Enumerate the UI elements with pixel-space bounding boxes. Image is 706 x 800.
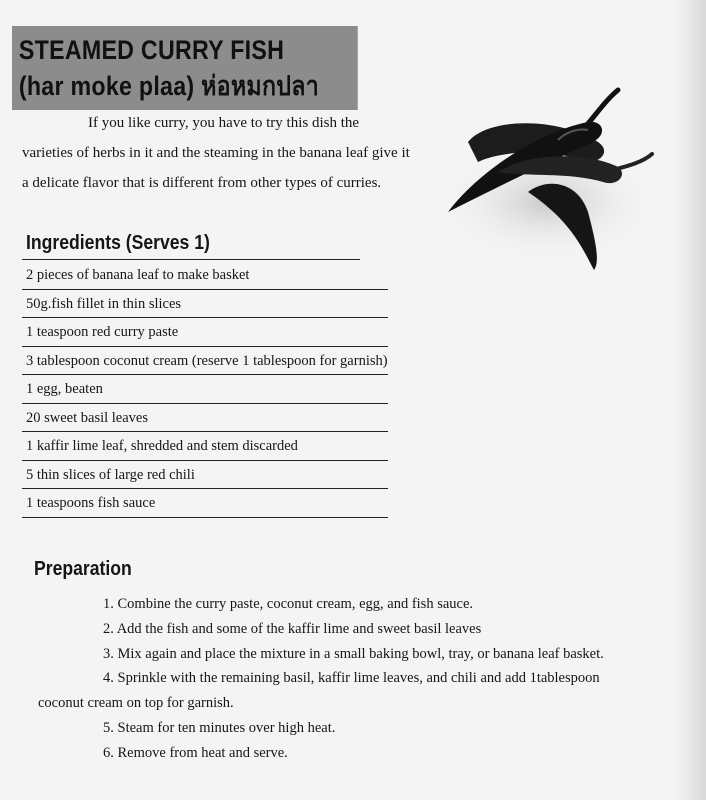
preparation-step: 2. Add the fish and some of the kaffir lime and sweet basil leaves (103, 620, 482, 637)
intro-line: varieties of herbs in it and the steaming in the banana leaf give it (22, 145, 410, 161)
ingredient-item: 20 sweet basil leaves (22, 404, 388, 433)
ingredients-list (22, 261, 388, 518)
ingredient-item: 1 kaffir lime leaf, shredded and stem discarded (22, 432, 388, 461)
title-line-2: (har moke plaa) ห่อหมกปลา (18, 71, 320, 101)
preparation-step: 4. Sprinkle with the remaining basil, kaffir lime leaves, and chili and add 1tablespoon (103, 670, 600, 687)
intro-line: a delicate flavor that is different from other types of curries. (22, 175, 382, 191)
preparation-step: 1. Combine the curry paste, coconut cream, egg, and fish sauce. (103, 596, 474, 612)
ingredients-rule (22, 259, 360, 260)
ingredients-heading: Ingredients (Serves 1) (26, 232, 210, 254)
ingredient-item: 1 teaspoons fish sauce (22, 489, 388, 518)
ingredient-item: 3 tablespoon coconut cream (reserve 1 tablespoon for garnish) (22, 347, 388, 376)
preparation-step: 6. Remove from heat and serve. (103, 744, 288, 761)
ingredient-item: 1 teaspoon red curry paste (22, 318, 388, 347)
ingredient-item: 5 thin slices of large red chili (22, 461, 388, 490)
preparation-heading: Preparation (34, 558, 132, 580)
intro-paragraph (22, 108, 422, 198)
preparation-step: 5. Steam for ten minutes over high heat. (103, 719, 336, 736)
intro-line: If you like curry, you have to try this dish the (88, 115, 360, 131)
title-banner (12, 26, 358, 110)
ingredient-item: 50g.fish fillet in thin slices (22, 290, 388, 319)
title-line-1: STEAMED CURRY FISH (18, 35, 285, 65)
chili-peppers-photo (438, 82, 662, 282)
preparation-steps (0, 592, 706, 766)
ingredient-item: 2 pieces of banana leaf to make basket (22, 261, 388, 290)
preparation-step: 3. Mix again and place the mixture in a small baking bowl, tray, or banana leaf basket. (103, 645, 604, 662)
preparation-step-continued: coconut cream on top for garnish. (38, 695, 234, 712)
ingredient-item: 1 egg, beaten (22, 375, 388, 404)
